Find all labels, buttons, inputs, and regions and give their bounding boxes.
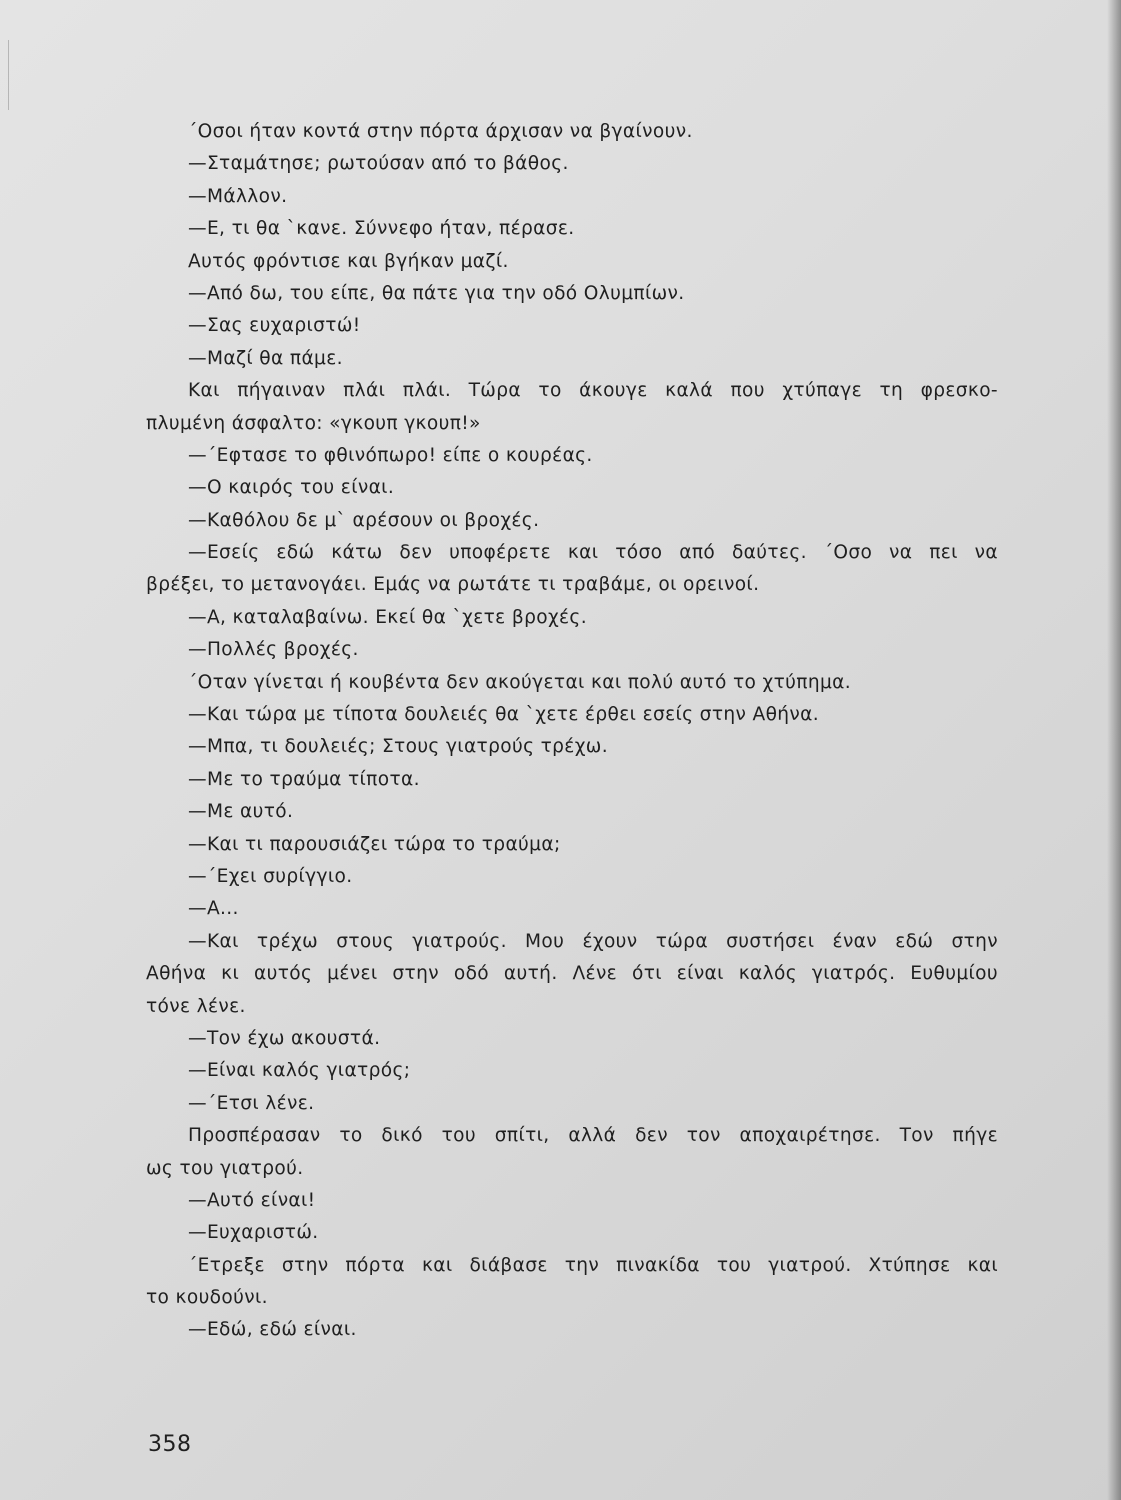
text-line: —Αυτό είναι! xyxy=(188,1189,316,1211)
text-line: ΄Οσοι ήταν κοντά στην πόρτα άρχισαν να βγαίνουν. xyxy=(188,121,693,142)
text-line: —΄Εχει συρίγγιο. xyxy=(188,865,353,887)
text-line: —Σας ευχαριστώ! xyxy=(188,315,361,337)
text-line: —Και τρέχω στους γιατρούς. Μου έχουν τώρα συστήσει έναν εδώ στην xyxy=(188,930,998,952)
text-line: —Ευχαριστώ. xyxy=(188,1222,319,1244)
text-line: —Τον έχω ακουστά. xyxy=(188,1027,381,1049)
page-edge-shadow xyxy=(1107,0,1121,1500)
text-line: —Με αυτό. xyxy=(188,801,294,823)
text-line: —Και τώρα με τίποτα δουλειές θα `χετε έρθει εσείς στην Αθήνα. xyxy=(188,704,820,726)
text-line: —Πολλές βροχές. xyxy=(188,639,359,661)
text-line: ως του γιατρού. xyxy=(146,1157,304,1179)
page-number: 358 xyxy=(148,1432,192,1457)
text-line: ΄Ετρεξε στην πόρτα και διάβασε την πινακίδα του γιατρού. Χτύπησε και xyxy=(188,1254,998,1276)
scan-mark xyxy=(8,40,9,110)
text-line: πλυμένη άσφαλτο: «γκουπ γκουπ!» xyxy=(146,412,481,434)
text-line: —Ε, τι θα `κανε. Σύννεφο ήταν, πέρασε. xyxy=(188,218,575,240)
text-line: Αυτός φρόντισε και βγήκαν μαζί. xyxy=(188,250,509,272)
text-line: —Είναι καλός γιατρός; xyxy=(188,1060,411,1082)
text-line: ΄Οταν γίνεται ή κουβέντα δεν ακούγεται και πολύ αυτό το χτύπημα. xyxy=(188,671,852,693)
text-line: —Από δω, του είπε, θα πάτε για την οδό Ολυμπίων. xyxy=(188,282,685,304)
text-line: —Α, καταλαβαίνω. Εκεί θα `χετε βροχές. xyxy=(188,606,587,628)
text-line: —Σταμάτησε; ρωτούσαν από το βάθος. xyxy=(188,153,569,175)
text-line: —Και τι παρουσιάζει τώρα το τραύμα; xyxy=(188,833,561,855)
text-line: —Εδώ, εδώ είναι. xyxy=(188,1319,357,1341)
text-line: —΄Εφτασε το φθινόπωρο! είπε ο κουρέας. xyxy=(188,444,593,466)
text-line: —Με το τραύμα τίποτα. xyxy=(188,768,420,790)
text-line: —Καθόλου δε μ` αρέσουν οι βροχές. xyxy=(188,509,540,531)
text-line: —Μάλλον. xyxy=(188,185,288,207)
text-line: Αθήνα κι αυτός μένει στην οδό αυτή. Λένε ότι είναι καλός γιατρός. Ευθυμίου xyxy=(146,963,998,985)
text-line: —Εσείς εδώ κάτω δεν υποφέρετε και τόσο από δαύτες. ΄Οσο να πει να xyxy=(188,542,998,564)
text-line: Προσπέρασαν το δικό του σπίτι, αλλά δεν τον αποχαιρέτησε. Τον πήγε xyxy=(188,1125,998,1147)
text-line: Και πήγαιναν πλάι πλάι. Τώρα το άκουγε καλά που χτύπαγε τη φρεσκο- xyxy=(188,380,998,402)
body-text xyxy=(146,116,998,1347)
text-line: —΄Ετσι λένε. xyxy=(188,1092,315,1114)
text-line: —Α... xyxy=(188,898,239,920)
text-line: —Μπα, τι δουλειές; Στους γιατρούς τρέχω. xyxy=(188,736,608,758)
text-line: βρέξει, το μετανογάει. Εμάς να ρωτάτε τι τραβάμε, οι ορεινοί. xyxy=(146,574,760,596)
text-line: το κουδούνι. xyxy=(146,1287,268,1309)
text-line: τόνε λένε. xyxy=(146,995,246,1017)
text-line: —Ο καιρός του είναι. xyxy=(188,477,395,499)
text-line: —Μαζί θα πάμε. xyxy=(188,347,343,369)
